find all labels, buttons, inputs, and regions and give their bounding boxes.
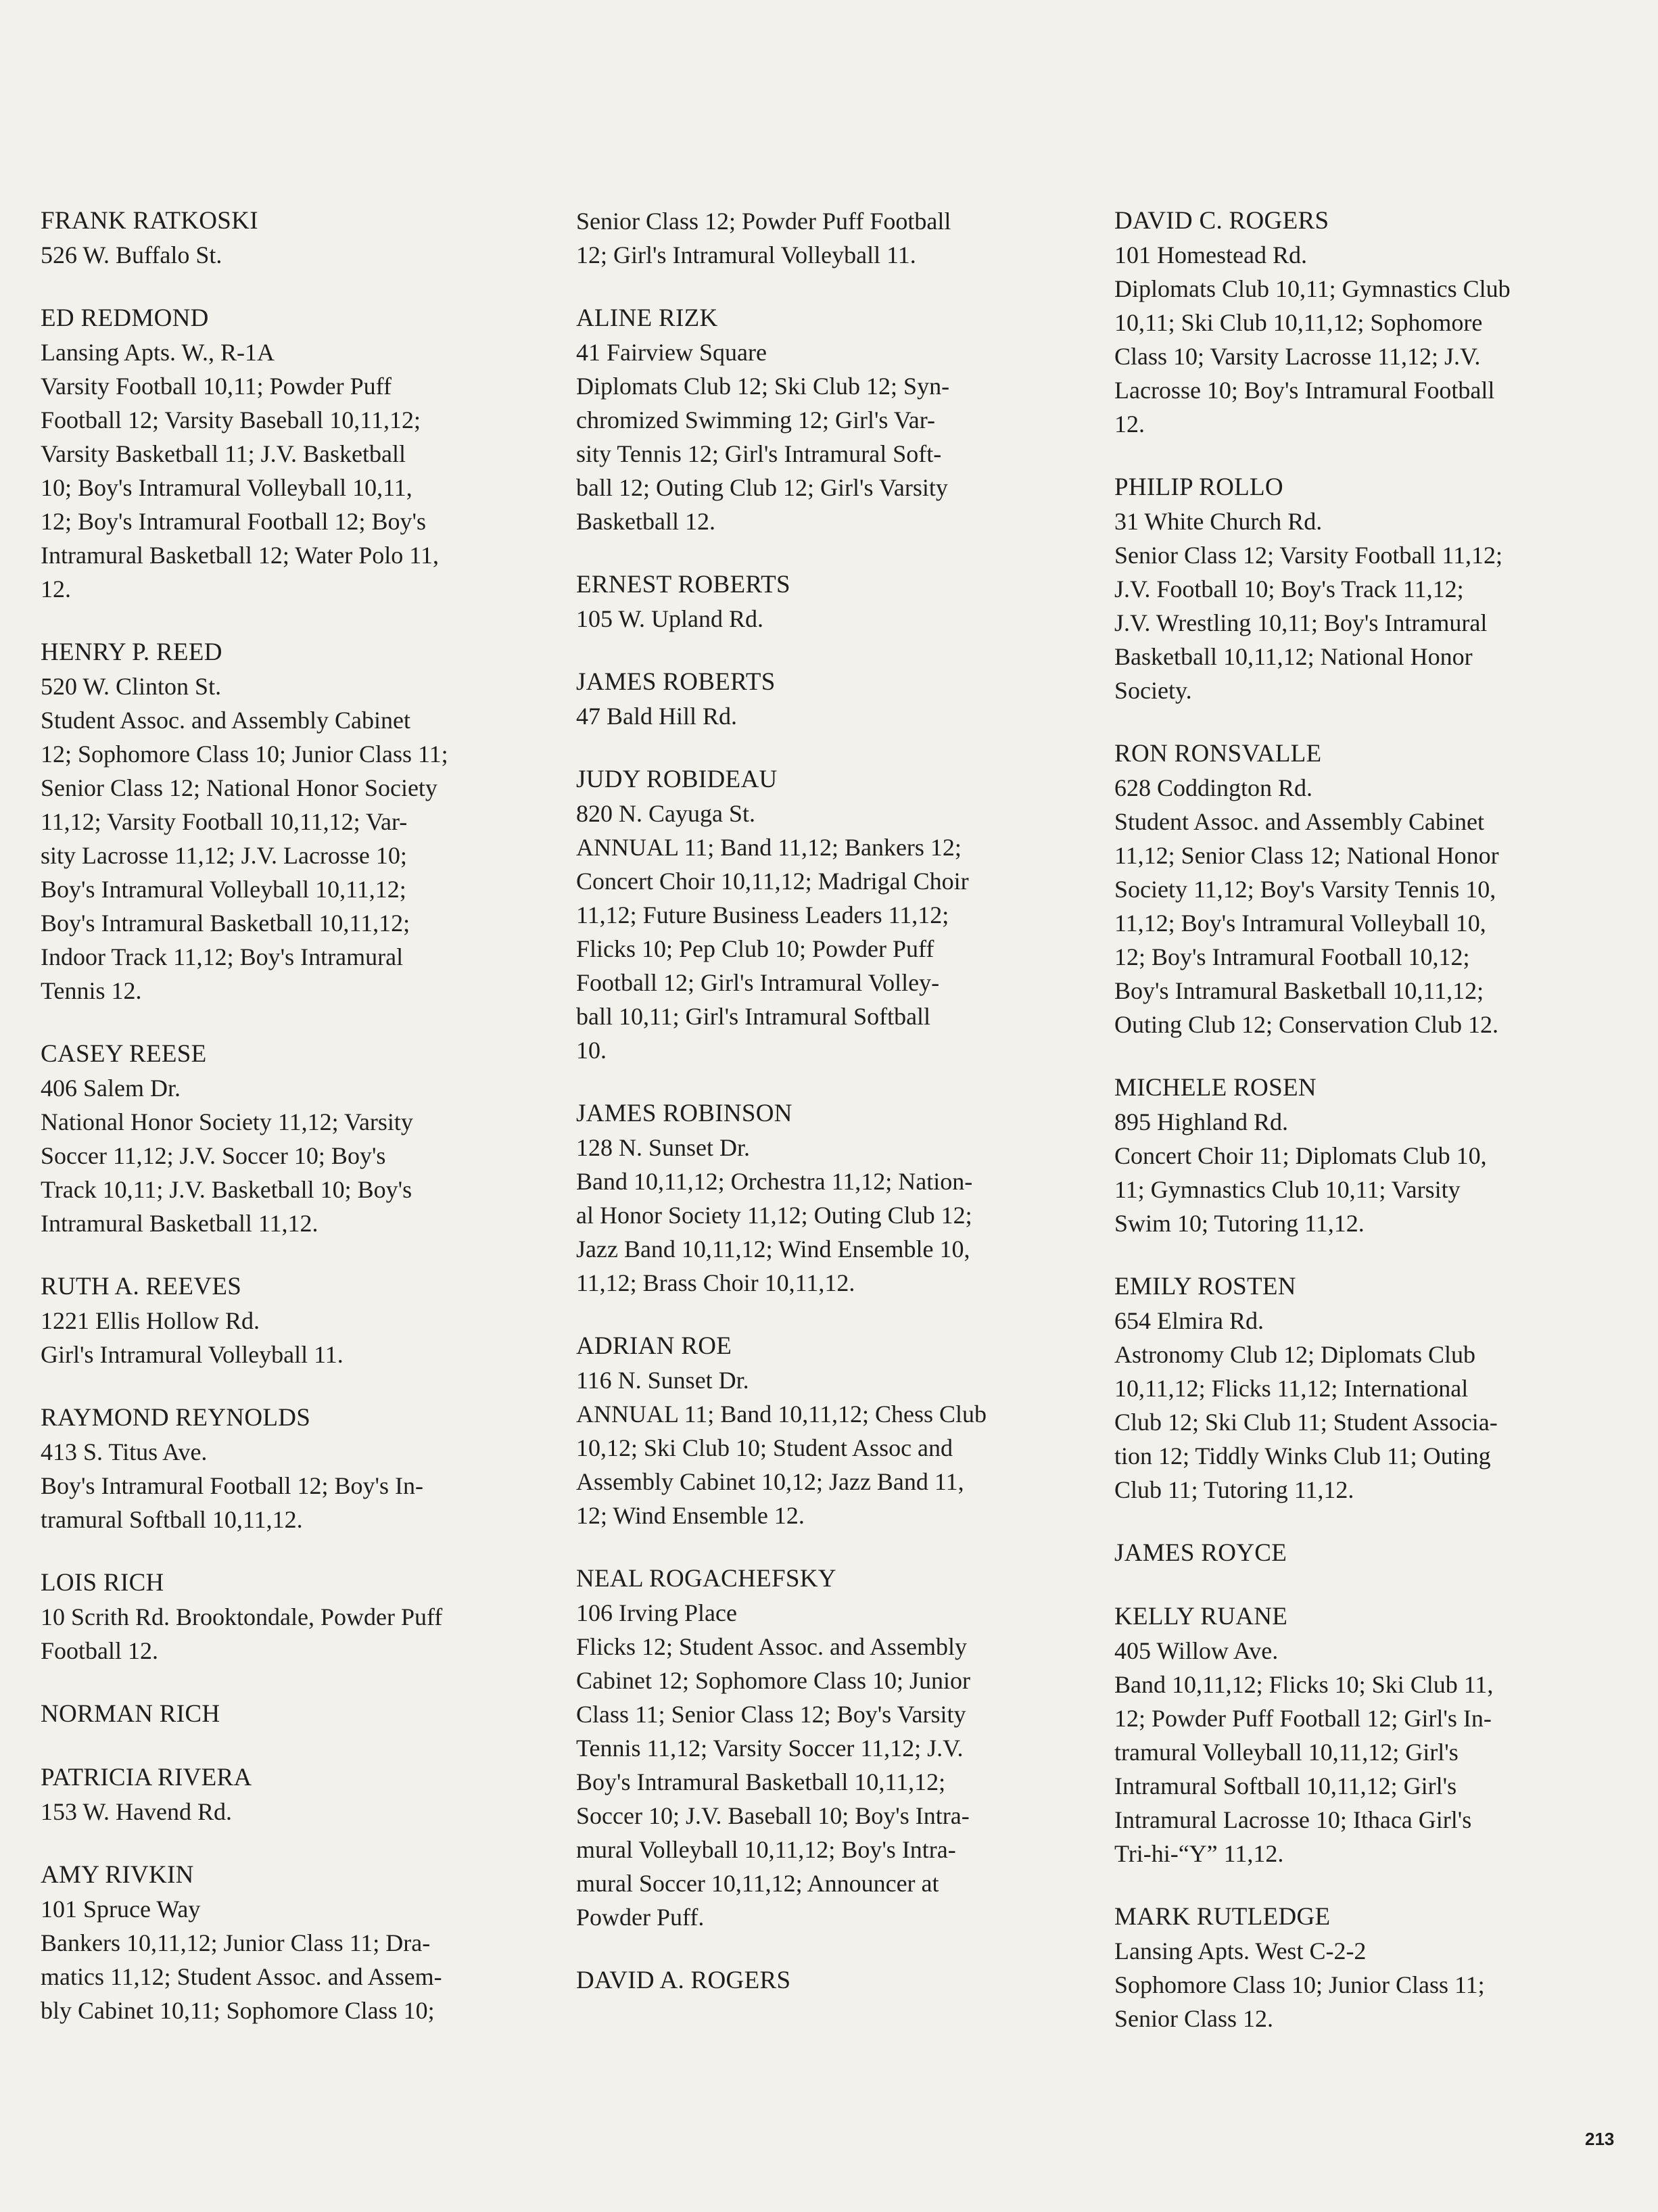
student-activities: ANNUAL 11; Band 10,11,12; Chess Club 10,12; Ski Club 10; Student Assoc and Assembly Cabinet 10,12; Jazz Band 11, 12; Wind Ensemble 12.	[576, 1401, 987, 1529]
student-address: 520 W. Clinton St.	[41, 673, 222, 700]
student-name: DAVID C. ROGERS	[1114, 207, 1329, 235]
student-address: 101 Homestead Rd.	[1114, 241, 1307, 268]
student-name: JAMES ROBINSON	[576, 1100, 792, 1127]
student-address: 895 Highland Rd.	[1114, 1108, 1288, 1135]
student-address: 101 Spruce Way	[41, 1896, 201, 1923]
student-activities: Concert Choir 11; Diplomats Club 10, 11; Gymnastics Club 10,11; Varsity Swim 10; Tutoring 11,12.	[1114, 1142, 1487, 1237]
student-address: Lansing Apts. W., R-1A	[41, 339, 275, 366]
student-entry	[41, 1858, 527, 2027]
student-entry	[576, 763, 1063, 1067]
student-entry	[1114, 1600, 1601, 1870]
student-address: 128 N. Sunset Dr.	[576, 1134, 751, 1161]
student-name: PHILIP ROLLO	[1114, 473, 1283, 501]
student-activities: Boy's Intramural Football 12; Boy's In- tramural Softball 10,11,12.	[41, 1472, 423, 1533]
student-name: PATRICIA RIVERA	[41, 1764, 252, 1791]
student-name: DAVID A. ROGERS	[576, 1967, 791, 1994]
student-name: ADRIAN ROE	[576, 1332, 732, 1360]
student-name: LOIS RICH	[41, 1569, 164, 1597]
student-entry	[41, 1270, 527, 1371]
student-address: Lansing Apts. West C-2-2	[1114, 1937, 1367, 1964]
student-entry	[1114, 737, 1601, 1041]
student-address: 413 S. Titus Ave.	[41, 1438, 208, 1465]
student-activities: National Honor Society 11,12; Varsity Soccer 11,12; J.V. Soccer 10; Boy's Track 10,11; J.V. Basketball 10; Boy's Intramural Basketball 11,12.	[41, 1108, 413, 1237]
student-activities: Diplomats Club 10,11; Gymnastics Club 10,11; Ski Club 10,11,12; Sophomore Class 10; Varsity Lacrosse 11,12; J.V. Lacrosse 10; Boy's Intramural Football 12.	[1114, 275, 1511, 438]
student-name: RON RONSVALLE	[1114, 740, 1322, 768]
student-entry	[1114, 1270, 1601, 1507]
student-name: RUTH A. REEVES	[41, 1273, 242, 1300]
student-entry	[41, 204, 527, 272]
student-name: ED REDMOND	[41, 304, 209, 332]
student-entry	[576, 302, 1063, 538]
student-address: 106 Irving Place	[576, 1599, 737, 1626]
page-number: 213	[1585, 2129, 1615, 2149]
student-activities: ANNUAL 11; Band 11,12; Bankers 12; Concert Choir 10,11,12; Madrigal Choir 11,12; Future Business Leaders 11,12; Flicks 10; Pep Club 10; Powder Puff Football 12; Girl's Intramural Volley- ball 10,11; Girl's Intramural Softball 10.	[576, 834, 969, 1064]
student-activities: Senior Class 12; Varsity Football 11,12; J.V. Football 10; Boy's Track 11,12; J.V. Wrestling 10,11; Boy's Intramural Basketball 10,11,12; National Honor Society.	[1114, 542, 1503, 704]
student-name: HENRY P. REED	[41, 638, 222, 666]
student-entry	[1114, 204, 1601, 441]
student-activities: Band 10,11,12; Orchestra 11,12; Nation- al Honor Society 11,12; Outing Club 12; Jazz Band 10,11,12; Wind Ensemble 10, 11,12; Brass Choir 10,11,12.	[576, 1168, 973, 1296]
student-name: NORMAN RICH	[41, 1700, 220, 1728]
student-name: FRANK RATKOSKI	[41, 207, 258, 235]
student-activities: 526 W. Buffalo St.	[41, 241, 222, 268]
student-name: AMY RIVKIN	[41, 1861, 194, 1889]
student-address: 116 N. Sunset Dr.	[576, 1367, 749, 1394]
student-name: KELLY RUANE	[1114, 1603, 1288, 1630]
student-activities: Varsity Football 10,11; Powder Puff Football 12; Varsity Baseball 10,11,12; Varsity Basketball 11; J.V. Basketball 10; Boy's Intramural Volleyball 10,11, 12; Boy's Intramural Football 12; Boy's Intramural Basketball 12; Water Polo 11, 12.	[41, 373, 439, 603]
student-address: 405 Willow Ave.	[1114, 1637, 1279, 1664]
student-entry	[41, 302, 527, 606]
column-1	[41, 174, 527, 2027]
student-entry	[41, 1566, 527, 1668]
student-name: ALINE RIZK	[576, 304, 718, 332]
column-3	[1114, 174, 1601, 2035]
student-entry	[1114, 1071, 1601, 1240]
student-name: ERNEST ROBERTS	[576, 571, 790, 598]
student-name: RAYMOND REYNOLDS	[41, 1404, 311, 1432]
student-entry	[576, 568, 1063, 636]
student-entry	[1114, 1536, 1601, 1570]
student-entry	[41, 1037, 527, 1240]
student-activities: Student Assoc. and Assembly Cabinet 12; Sophomore Class 10; Junior Class 11; Senior Class 12; National Honor Society 11,12; Varsity Football 10,11,12; Var- sity Lacrosse 11,12; J.V. Lacrosse 10; Boy's Intramural Volleyball 10,11,12; Boy's Intramural Basketball 10,11,12; Indoor Track 11,12; Boy's Intramural Tennis 12.	[41, 707, 448, 1004]
student-entry	[41, 636, 527, 1008]
student-name: CASEY REESE	[41, 1040, 207, 1068]
student-activities: Senior Class 12; Powder Puff Football 12; Girl's Intramural Volleyball 11.	[576, 208, 951, 268]
student-entry	[41, 1697, 527, 1731]
student-name: NEAL ROGACHEFSKY	[576, 1565, 836, 1593]
student-address: 628 Coddington Rd.	[1114, 774, 1313, 801]
student-name: JUDY ROBIDEAU	[576, 766, 778, 793]
student-activities: 153 W. Havend Rd.	[41, 1798, 232, 1825]
student-entry	[41, 1401, 527, 1536]
student-activities: Bankers 10,11,12; Junior Class 11; Dra- matics 11,12; Student Assoc. and Assem- bly Cabinet 10,11; Sophomore Class 10;	[41, 1929, 442, 2024]
student-name: MARK RUTLEDGE	[1114, 1903, 1331, 1931]
student-activities: 10 Scrith Rd. Brooktondale, Powder Puff Football 12.	[41, 1603, 443, 1664]
student-entry	[576, 1562, 1063, 1934]
student-name: JAMES ROYCE	[1114, 1539, 1287, 1567]
student-activities: Student Assoc. and Assembly Cabinet 11,12; Senior Class 12; National Honor Society 11,12; Boy's Varsity Tennis 10, 11,12; Boy's Intramural Volleyball 10, 12; Boy's Intramural Football 10,12; Boy's Intramural Basketball 10,11,12; Outing Club 12; Conservation Club 12.	[1114, 808, 1499, 1038]
student-address: 31 White Church Rd.	[1114, 508, 1323, 535]
student-entry	[41, 1761, 527, 1829]
student-entry	[576, 204, 1063, 272]
student-entry	[576, 1964, 1063, 1998]
student-entry	[1114, 1900, 1601, 2035]
student-name: EMILY ROSTEN	[1114, 1273, 1296, 1300]
student-activities: Sophomore Class 10; Junior Class 11; Senior Class 12.	[1114, 1971, 1485, 2032]
student-name: JAMES ROBERTS	[576, 668, 776, 696]
student-name: MICHELE ROSEN	[1114, 1074, 1317, 1102]
student-activities: Astronomy Club 12; Diplomats Club 10,11,12; Flicks 11,12; International Club 12; Ski Club 11; Student Associa- tion 12; Tiddly Winks Club 11; Outing Club 11; Tutoring 11,12.	[1114, 1341, 1498, 1503]
student-entry	[576, 1329, 1063, 1532]
student-address: 1221 Ellis Hollow Rd.	[41, 1307, 260, 1334]
student-entry	[1114, 471, 1601, 707]
student-address: 41 Fairview Square	[576, 339, 767, 366]
student-activities: Girl's Intramural Volleyball 11.	[41, 1341, 344, 1368]
student-entry	[576, 665, 1063, 733]
student-address: 654 Elmira Rd.	[1114, 1307, 1264, 1334]
student-activities: 47 Bald Hill Rd.	[576, 703, 738, 730]
student-activities: Band 10,11,12; Flicks 10; Ski Club 11, 12; Powder Puff Football 12; Girl's In- tramural Volleyball 10,11,12; Girl's Intramural Softball 10,11,12; Girl's Intramural Lacrosse 10; Ithaca Girl's Tri-hi-“Y” 11,12.	[1114, 1671, 1494, 1867]
student-activities: 105 W. Upland Rd.	[576, 605, 764, 632]
student-activities: Flicks 12; Student Assoc. and Assembly Cabinet 12; Sophomore Class 10; Junior Class 11; Senior Class 12; Boy's Varsity Tennis 11,12; Varsity Soccer 11,12; J.V. Boy's Intramural Basketball 10,11,12; Soccer 10; J.V. Baseball 10; Boy's Intra- mural Volleyball 10,11,12; Boy's Intra- mural Soccer 10,11,12; Announcer at Powder Puff.	[576, 1633, 970, 1931]
student-address: 406 Salem Dr.	[41, 1075, 181, 1102]
student-entry	[576, 1097, 1063, 1300]
student-address: 820 N. Cayuga St.	[576, 800, 755, 827]
student-activities: Diplomats Club 12; Ski Club 12; Syn- chromized Swimming 12; Girl's Var- sity Tennis 12; Girl's Intramural Soft- ball 12; Outing Club 12; Girl's Varsity Basketball 12.	[576, 373, 950, 535]
column-2	[576, 174, 1063, 1998]
